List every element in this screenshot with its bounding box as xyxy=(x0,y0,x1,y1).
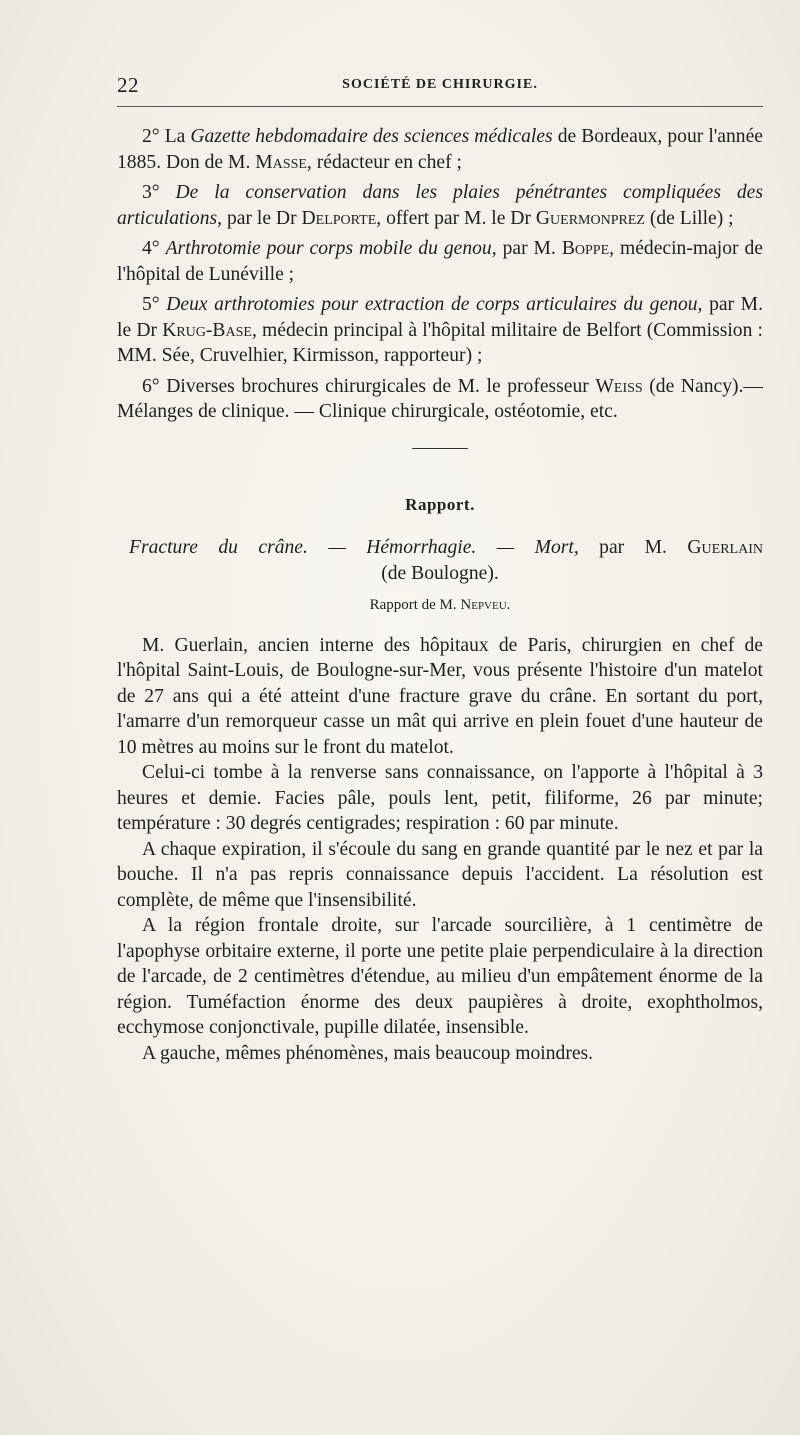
person-name: Delporte xyxy=(301,207,377,229)
person-name: Nepveu xyxy=(460,597,507,613)
list-item: 6° Diverses brochures chirurgicales de M. le professeur Weiss (de Nancy).—Mélanges de clinique. — Clinique chirurgicale, ostéotomie, etc. xyxy=(117,375,764,422)
page-number: 22 xyxy=(117,73,139,97)
paragraph: Celui-ci tombe à la renverse sans connaissance, on l'apporte à l'hôpital à 3 heures et demie. Facies pâle, pouls lent, petit, filiforme, 26 par minute; température : 30 degrés centigrades; respiration : 60 par minute. xyxy=(117,762,763,834)
person-name: Weiss xyxy=(595,375,643,397)
paragraph: A la région frontale droite, sur l'arcade sourcilière, à 1 centimètre de l'apophyse orbitaire externe, il porte une petite plaie perpendiculaire à la direction de l'arcade, de 2 centimètres d'étendue, au milieu d'un empâtement énorme de la région. Tuméfaction énorme des deux paupières à droite, exophtholmos, ecchymose conjonctivale, pupille dilatée, insensible. xyxy=(117,915,763,1038)
rapporteur-line: Rapport de M. Nepveu. xyxy=(369,597,511,613)
paragraph: A gauche, mêmes phénomènes, mais beaucoup moindres. xyxy=(142,1042,594,1064)
list-item: 5° Deux arthrotomies pour extraction de corps articulaires du genou, par M. le Dr Krug-Base, médecin principal à l'hôpital militaire de Belfort (Commission : MM. Sée, Cruvelhier, Kirmisson, rapporteur) ; xyxy=(117,294,763,366)
person-name: Guerlain xyxy=(687,537,763,558)
list-item: 4° Arthrotomie pour corps mobile du genou, par M. Boppe, médecin-major de l'hôpital de Lunéville ; xyxy=(117,238,763,285)
list-item: 3° De la conservation dans les plaies pénétrantes compliquées des articulations, par le Dr Delporte, offert par M. le Dr Guermonprez (de Lille) ; xyxy=(117,182,763,229)
header-rule xyxy=(117,106,763,107)
publication-title: De la conservation dans les plaies pénétrantes compliquées des articulations, xyxy=(117,182,763,229)
section-divider xyxy=(412,448,468,449)
publication-title: Deux arthrotomies pour extraction de corps articulaires du genou, xyxy=(166,294,703,315)
person-name: Krug-Base xyxy=(162,319,252,341)
report-title: Fracture du crâne. — Hémorrhagie. — Mort, par M. Guerlain (de Boulogne). xyxy=(129,537,763,584)
running-head: SOCIÉTÉ DE CHIRURGIE. xyxy=(342,77,538,92)
person-name: Guermonprez xyxy=(535,207,645,229)
list-item: 2° La Gazette hebdomadaire des sciences médicales de Bordeaux, pour l'année 1885. Don de M. Masse, rédacteur en chef ; xyxy=(117,126,763,173)
paragraph: A chaque expiration, il s'écoule du sang en grande quantité par le nez et par la bouche. Il n'a pas repris connaissance depuis l'accident. La résolution est complète, de même que l'insensibilité. xyxy=(117,838,763,911)
publication-title: Gazette hebdomadaire des sciences médicales xyxy=(190,126,553,147)
section-heading: Rapport. xyxy=(405,494,475,514)
person-name: Boppe xyxy=(561,238,610,259)
page-body xyxy=(117,124,763,1066)
paragraph: M. Guerlain, ancien interne des hôpitaux de Paris, chirurgien en chef de l'hôpital Saint-Louis, de Boulogne-sur-Mer, vous présente l'histoire d'un matelot de 27 ans qui a été atteint d'une fracture grave du crâne. En sortant du port, l'amarre d'un remorqueur casse un mât qui arrive en plein fouet d'une hauteur de 10 mètres au moins sur le front du matelot. xyxy=(117,634,763,758)
publication-title: Arthrotomie pour corps mobile du genou, xyxy=(165,238,497,259)
page-header xyxy=(117,73,763,101)
person-name: Masse xyxy=(255,151,307,173)
